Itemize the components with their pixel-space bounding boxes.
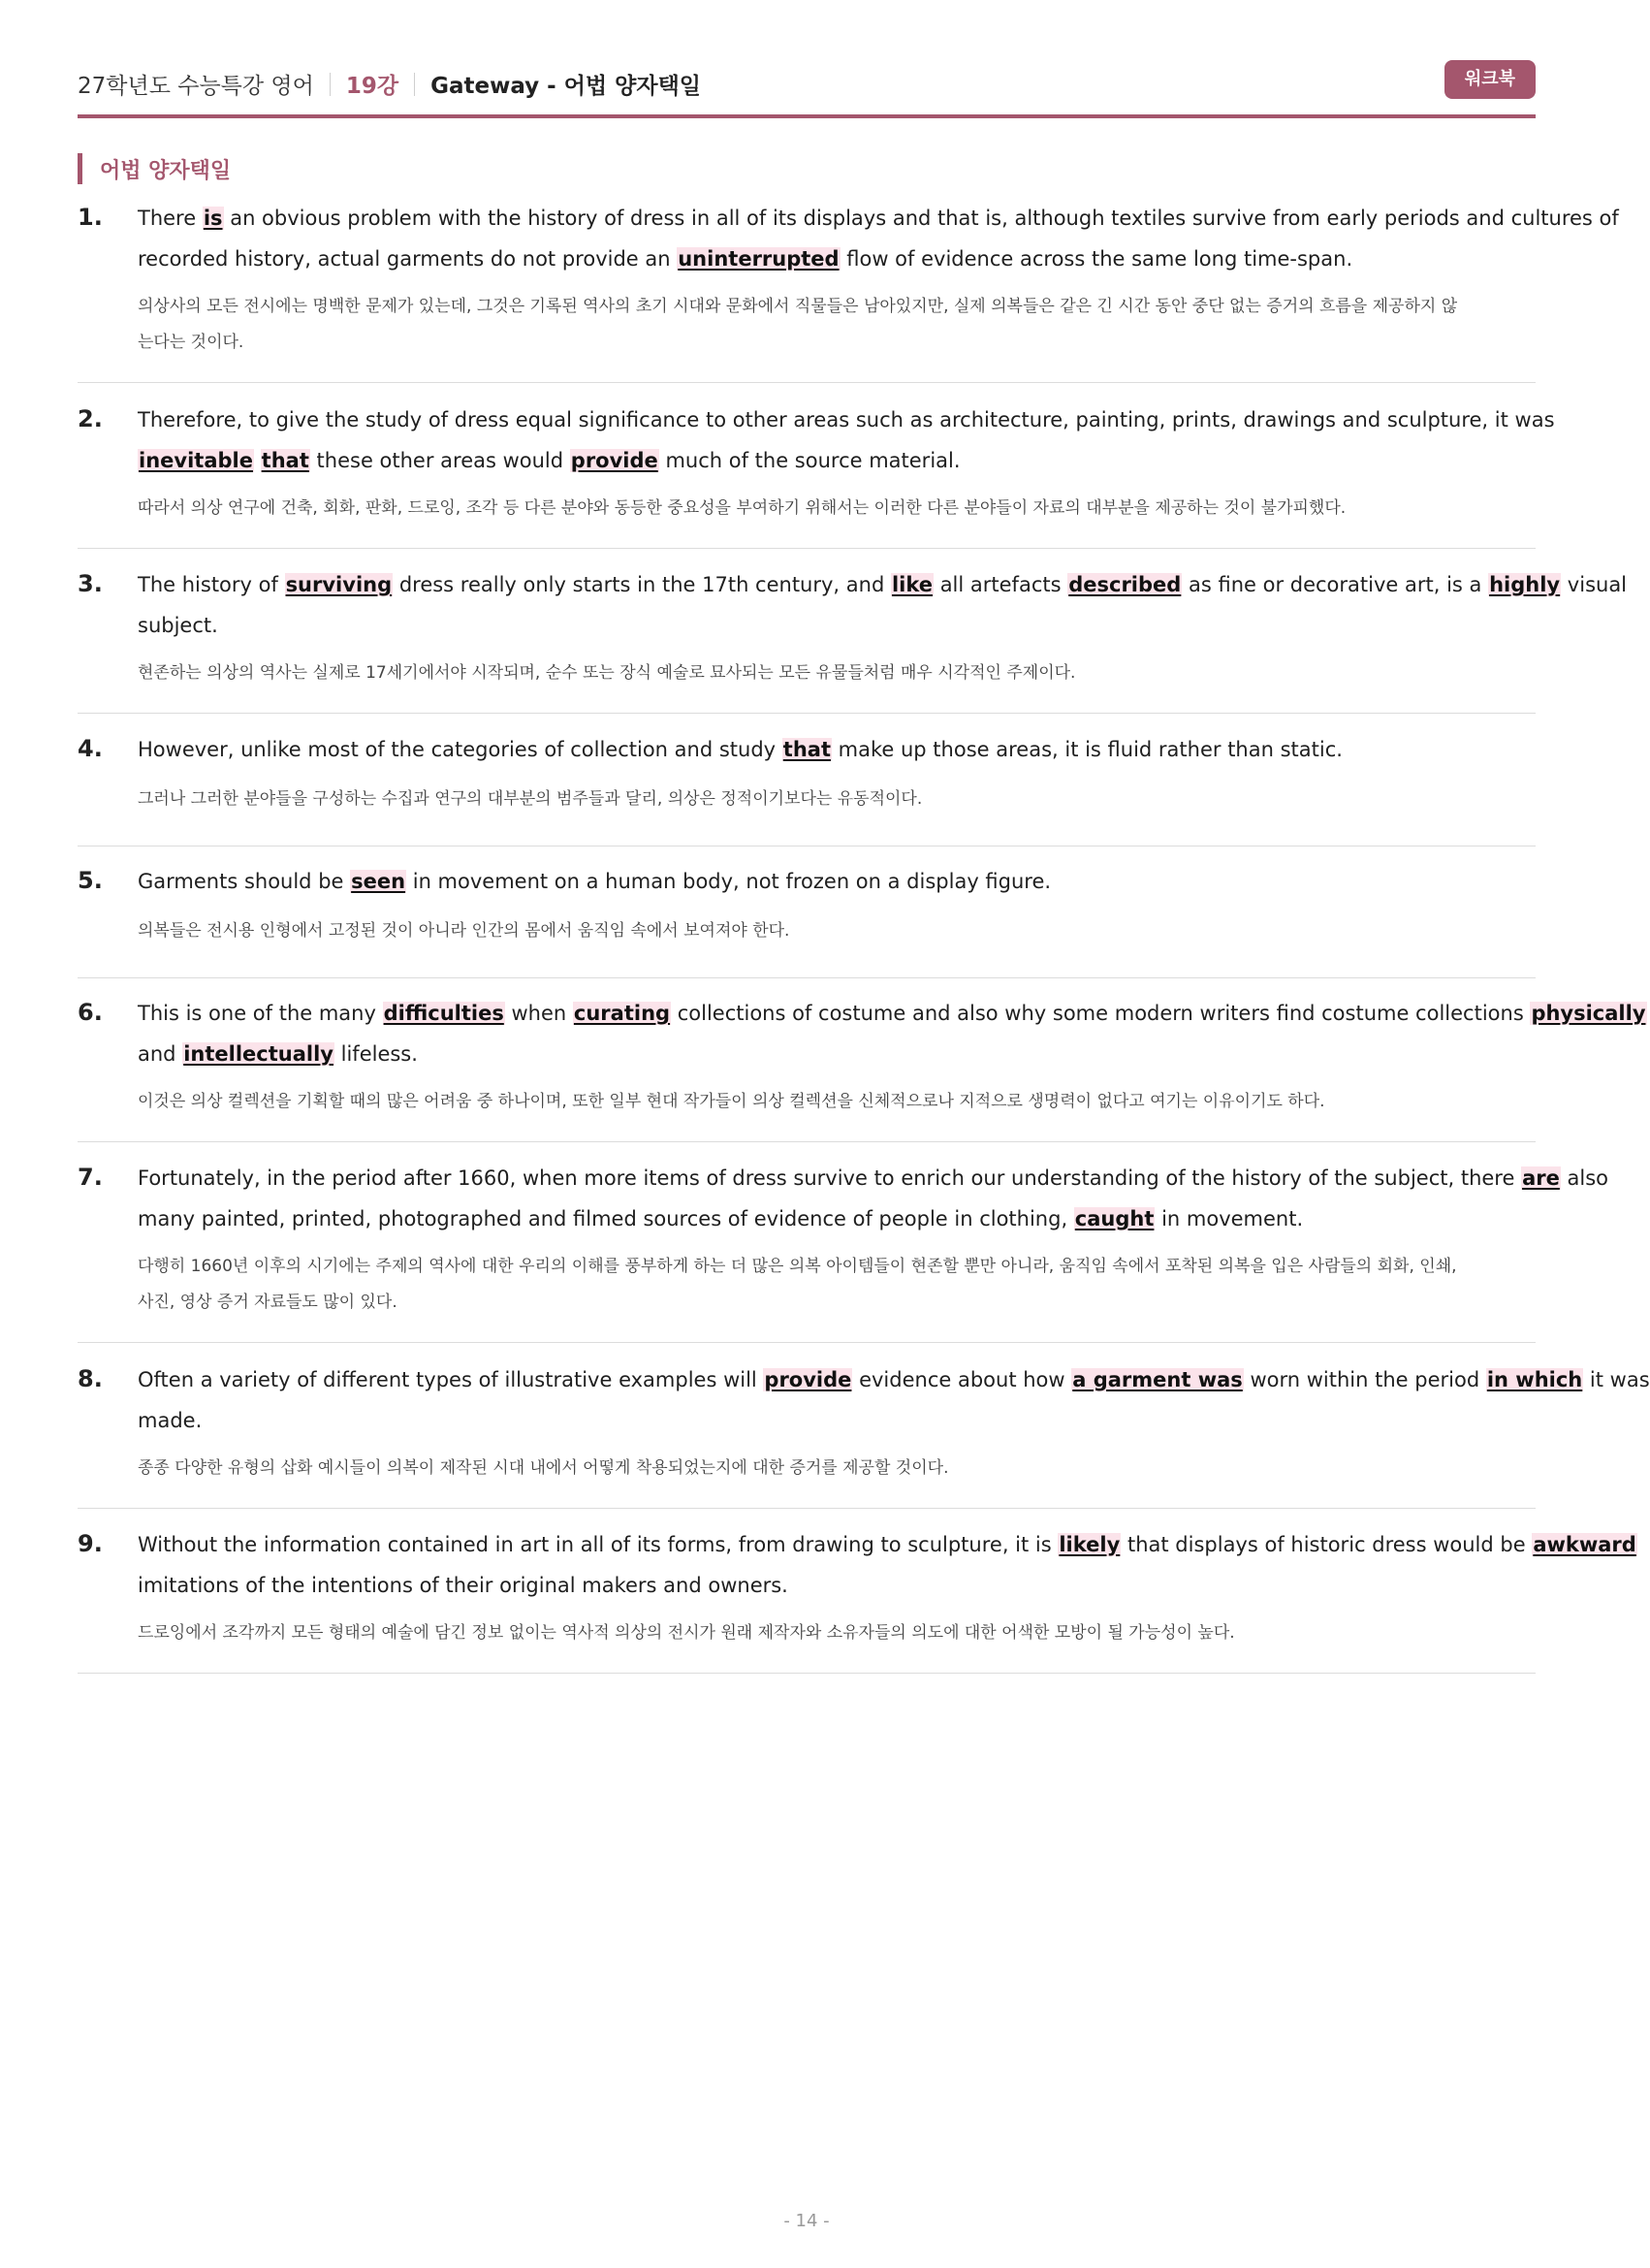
korean-translation (138, 491, 1536, 527)
english-line (138, 729, 1536, 770)
question-number: 8. (78, 1365, 103, 1392)
english-line (138, 993, 1646, 1034)
highlighted-answer: described (1068, 573, 1182, 596)
sentence-text: dress really only starts in the 17th century, and (393, 573, 891, 596)
korean-translation (138, 782, 1536, 817)
sentence-text: There (138, 207, 203, 230)
sentence-text: when (504, 1002, 573, 1025)
sentence-text: Fortunately, in the period after 1660, when more items of dress survive to enrich our understanding of the history of the subject, there (138, 1166, 1522, 1190)
english-line (138, 1565, 1536, 1606)
english-line (138, 1524, 1636, 1565)
korean-line: 의복들은 전시용 인형에서 고정된 것이 아니라 인간의 몸에서 움직임 속에서 보여져야 한다. (138, 921, 790, 941)
sentence-text: This is one of the many (138, 1002, 383, 1025)
korean-translation (138, 1615, 1536, 1651)
section-heading (78, 153, 231, 184)
highlighted-answer: seen (351, 870, 406, 893)
sentence-text: Garments should be (138, 870, 351, 893)
highlighted-answer: like (891, 573, 934, 596)
sentence-text: it was (1583, 1368, 1650, 1391)
english-line (138, 1158, 1609, 1198)
korean-line: 다행히 1660년 이후의 시기에는 주제의 역사에 대한 우리의 이해를 풍부하게 하는 더 많은 의복 아이템들이 현존할 뿐만 아니라, 움직임 속에서 포착된 의복을 입은 사람들의 회화, 인쇄, (138, 1257, 1457, 1276)
question-number: 3. (78, 570, 103, 597)
english-sentence (138, 564, 1628, 646)
item-divider (78, 846, 1536, 847)
english-line (138, 239, 1536, 279)
highlighted-answer: provide (764, 1368, 852, 1391)
highlighted-answer: curating (573, 1002, 671, 1025)
header-separator (330, 73, 331, 96)
sentence-text: and (138, 1042, 183, 1066)
english-sentence (138, 399, 1555, 481)
korean-line: 그러나 그러한 분야들을 구성하는 수집과 연구의 대부분의 범주들과 달리, 의상은 정적이기보다는 유동적이다. (138, 789, 923, 809)
item-divider (78, 1342, 1536, 1343)
sentence-text: The history of (138, 573, 285, 596)
question-number: 6. (78, 999, 103, 1026)
sentence-text: visual (1561, 573, 1628, 596)
korean-line: 의상사의 모든 전시에는 명백한 문제가 있는데, 그것은 기록된 역사의 초기 시대와 문화에서 직물들은 남아있지만, 실제 의복들은 같은 긴 시간 동안 중단 없는 증거의 흐름을 제공하지 않 (138, 297, 1458, 316)
sentence-text: make up those areas, it is fluid rather than static. (831, 738, 1343, 761)
item-divider (78, 713, 1536, 714)
english-sentence (138, 729, 1536, 770)
header-rule (78, 114, 1536, 118)
question-number: 2. (78, 405, 103, 432)
sentence-text: lifeless. (333, 1042, 418, 1066)
sentence-text: However, unlike most of the categories of collection and study (138, 738, 782, 761)
english-line (138, 198, 1619, 239)
english-sentence (138, 1158, 1609, 1239)
sentence-text: these other areas would (309, 449, 570, 472)
highlighted-answer: a garment was (1072, 1368, 1243, 1391)
sentence-text: also (1560, 1166, 1609, 1190)
sentence-text: Without the information contained in art in all of its forms, from drawing to sculpture, it is (138, 1533, 1059, 1556)
page-header (78, 58, 1536, 114)
lesson-number: 19강 (345, 74, 399, 99)
book-title: 27학년도 수능특강 영어 (78, 74, 314, 99)
sentence-text: in movement on a human body, not frozen on a display figure. (406, 870, 1052, 893)
highlighted-answer: that (782, 738, 831, 761)
english-line (138, 1359, 1650, 1400)
english-line (138, 605, 1536, 646)
highlighted-answer: is (203, 207, 223, 230)
sentence-text: worn within the period (1243, 1368, 1486, 1391)
question-number: 1. (78, 204, 103, 231)
korean-line: 드로잉에서 조각까지 모든 형태의 예술에 담긴 정보 없이는 역사적 의상의 전시가 원래 제작자와 소유자들의 의도에 대한 어색한 모방이 될 가능성이 높다. (138, 1623, 1235, 1643)
korean-line: 따라서 의상 연구에 건축, 회화, 판화, 드로잉, 조각 등 다른 분야와 동등한 중요성을 부여하기 위해서는 이러한 다른 분야들이 자료의 대부분을 제공하는 것이 불가피했다. (138, 498, 1347, 518)
highlighted-answer: difficulties (383, 1002, 504, 1025)
english-sentence (138, 993, 1646, 1074)
english-sentence (138, 1524, 1636, 1606)
sentence-text: subject. (138, 614, 218, 637)
english-sentence (138, 1359, 1650, 1441)
highlighted-answer: surviving (285, 573, 393, 596)
workbook-badge: 워크북 (1444, 60, 1536, 99)
highlighted-answer: intellectually (183, 1042, 333, 1066)
item-divider (78, 548, 1536, 549)
english-sentence (138, 861, 1536, 902)
highlighted-answer: are (1522, 1166, 1560, 1190)
highlighted-answer: physically (1531, 1002, 1646, 1025)
question-number: 9. (78, 1530, 103, 1557)
korean-line: 는다는 것이다. (138, 333, 244, 352)
highlighted-answer: highly (1489, 573, 1561, 596)
english-line (138, 1198, 1536, 1239)
question-number: 5. (78, 867, 103, 894)
korean-line: 종종 다양한 유형의 삽화 예시들이 의복이 제작된 시대 내에서 어떻게 착용되었는지에 대한 증거를 제공할 것이다. (138, 1458, 949, 1478)
highlighted-answer: awkward (1533, 1533, 1636, 1556)
question-number: 7. (78, 1164, 103, 1191)
sentence-text: recorded history, actual garments do not provide an (138, 247, 678, 271)
korean-translation (138, 1451, 1536, 1486)
section-title: 어법 양자택일 (100, 158, 232, 183)
english-line (138, 1400, 1536, 1441)
item-divider (78, 382, 1536, 383)
korean-translation (138, 913, 1536, 949)
english-line (138, 440, 1536, 481)
english-line (138, 399, 1555, 440)
sentence-text: in movement. (1155, 1207, 1304, 1230)
korean-translation (138, 655, 1536, 691)
lesson-subtitle: Gateway - 어법 양자택일 (430, 74, 702, 99)
korean-line: 현존하는 의상의 역사는 실제로 17세기에서야 시작되며, 순수 또는 장식 예술로 묘사되는 모든 유물들처럼 매우 시각적인 주제이다. (138, 663, 1076, 683)
korean-line: 이것은 의상 컬렉션을 기획할 때의 많은 어려움 중 하나이며, 또한 일부 현대 작가들이 의상 컬렉션을 신체적으로나 지적으로 생명력이 없다고 여기는 이유이기도 하다. (138, 1092, 1325, 1111)
item-divider (78, 1673, 1536, 1674)
highlighted-answer: in which (1486, 1368, 1583, 1391)
section-accent-bar (78, 153, 82, 184)
highlighted-answer: uninterrupted (678, 247, 840, 271)
item-divider (78, 977, 1536, 978)
sentence-text: Therefore, to give the study of dress equal significance to other areas such as architecture, painting, prints, drawings and sculpture, it was (138, 408, 1555, 431)
korean-translation (138, 289, 1536, 361)
sentence-text (254, 449, 261, 472)
sentence-text: an obvious problem with the history of dress in all of its displays and that is, although textiles survive from early periods and cultures of (223, 207, 1619, 230)
sentence-text: Often a variety of different types of illustrative examples will (138, 1368, 764, 1391)
english-line (138, 1034, 1536, 1074)
english-line (138, 861, 1536, 902)
item-divider (78, 1508, 1536, 1509)
sentence-text: that displays of historic dress would be (1121, 1533, 1533, 1556)
workbook-page (78, 0, 1650, 2268)
highlighted-answer: caught (1074, 1207, 1155, 1230)
highlighted-answer: inevitable (139, 449, 253, 472)
sentence-text: collections of costume and also why some modern writers find costume collections (671, 1002, 1531, 1025)
highlighted-answer: likely (1059, 1533, 1121, 1556)
sentence-text: all artefacts (934, 573, 1068, 596)
korean-line: 사진, 영상 증거 자료들도 많이 있다. (138, 1293, 397, 1312)
sentence-text: many painted, printed, photographed and filmed sources of evidence of people in clothing, (138, 1207, 1074, 1230)
sentence-text: imitations of the intentions of their original makers and owners. (138, 1574, 788, 1597)
item-divider (78, 1141, 1536, 1142)
korean-translation (138, 1084, 1536, 1120)
sentence-text: flow of evidence across the same long time-span. (840, 247, 1353, 271)
highlighted-answer: that (261, 449, 309, 472)
question-number: 4. (78, 735, 103, 762)
english-sentence (138, 198, 1619, 279)
korean-translation (138, 1249, 1536, 1321)
header-breadcrumb (78, 68, 701, 100)
sentence-text: much of the source material. (658, 449, 961, 472)
english-line (138, 564, 1628, 605)
header-separator (414, 73, 415, 96)
page-number: - 14 - (783, 2211, 830, 2231)
sentence-text: evidence about how (852, 1368, 1072, 1391)
highlighted-answer: provide (570, 449, 658, 472)
sentence-text: made. (138, 1409, 203, 1432)
sentence-text: as fine or decorative art, is a (1182, 573, 1489, 596)
